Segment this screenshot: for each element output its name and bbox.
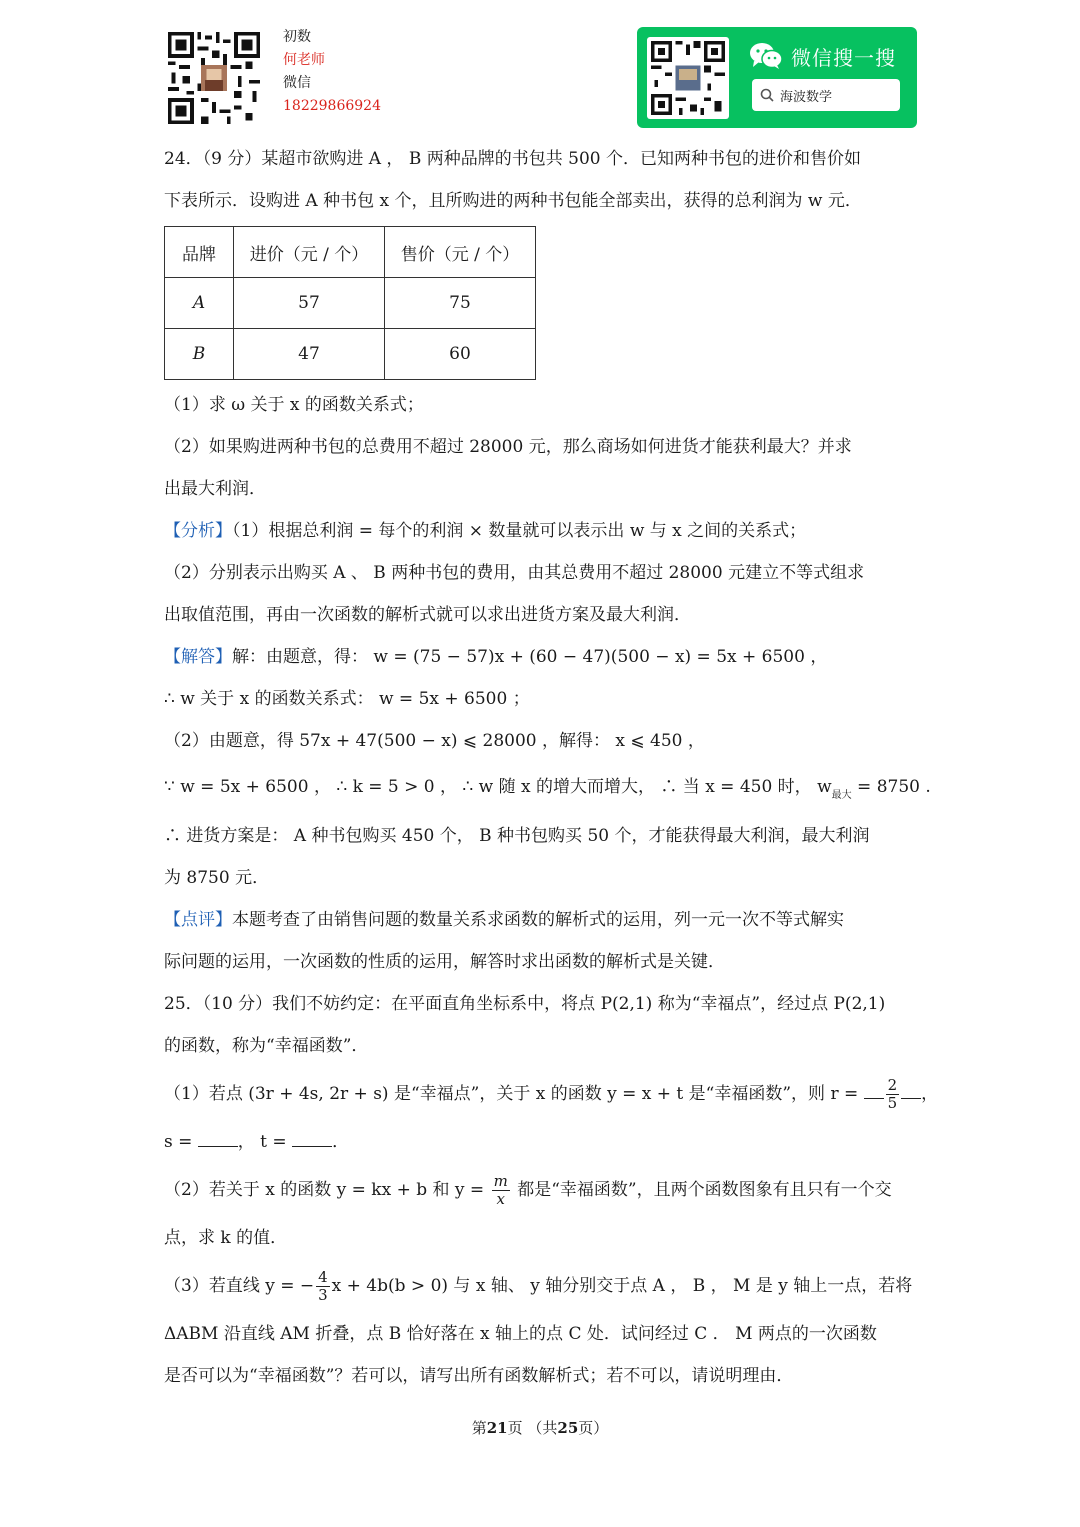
table-row	[165, 329, 536, 380]
table-header-cell: 品牌	[165, 227, 234, 278]
table-cell-cost: 57	[234, 278, 385, 329]
fraction-four-thirds	[316, 1269, 330, 1304]
q25-part2-text: （2）若关于 x 的函数 y = kx + b 和 y =	[164, 1180, 490, 1200]
q25-part1-end: ，	[921, 1084, 939, 1104]
fraction-numerator: m	[493, 1172, 508, 1190]
analysis-line: （2）分别表示出购买 A 、 B 两种书包的费用，由其总费用不超过 28000 元建立不等式组求	[164, 563, 865, 583]
footer-text: 页）	[578, 1419, 609, 1437]
fraction-denominator: x	[496, 1190, 505, 1208]
fraction-denominator: 5	[887, 1094, 898, 1112]
comment-line	[164, 899, 919, 941]
q24-intro-line: 24．（9 分）某超市欲购进 A ， B 两种品牌的书包共 500 个．已知两种书包的进价和售价如	[164, 149, 861, 169]
comment-text: 本题考查了由销售问题的数量关系求函数的解析式的运用，列一元一次不等式解实	[232, 910, 844, 930]
fraction-denominator: 3	[318, 1286, 328, 1304]
answer-blank	[864, 1098, 884, 1099]
answer-line	[164, 636, 919, 678]
contact-line: 微信	[283, 75, 311, 91]
answer-blank-t	[292, 1146, 332, 1147]
analysis-tag: 【分析】	[164, 521, 232, 541]
q25-intro-line: 的函数，称为“幸福函数”．	[164, 1036, 369, 1056]
subscript-max: 最大	[831, 790, 852, 801]
answer-line: 为 8750 元．	[164, 868, 270, 888]
q25-part2-text: 都是“幸福函数”，且两个函数图象有且只有一个交	[511, 1180, 892, 1200]
answer-blank-s	[198, 1146, 238, 1147]
s-label: s =	[164, 1132, 198, 1152]
q24-part2-line: 出最大利润．	[164, 479, 266, 499]
footer-text: 第	[471, 1419, 487, 1437]
wechat-search-title	[749, 41, 896, 71]
answer-line: （2）由题意，得 57x + 47(500 − x) ⩽ 28000 ，解得： x ⩽ 450 ，	[164, 731, 705, 751]
table-cell-price: 60	[385, 329, 536, 380]
wechat-search-label: 微信搜一搜	[791, 45, 896, 70]
answer-text: 解：由题意，得： w = (75 − 57)x + (60 − 47)(500 − x) = 5x + 6500 ，	[232, 647, 828, 667]
answer-blank	[901, 1098, 921, 1099]
contact-line: 18229866924	[283, 98, 381, 114]
page-number: 21	[486, 1419, 508, 1437]
document-body	[164, 138, 939, 1397]
answer-line: ∴ w 关于 x 的函数关系式： w = 5x + 6500 ；	[164, 689, 530, 709]
q25-part3-text: （3）若直线 y = −	[164, 1276, 315, 1296]
teacher-contact	[283, 26, 381, 118]
fraction-numerator: 2	[887, 1076, 898, 1094]
wechat-qr-code	[651, 41, 725, 115]
answer-text: ∵ w = 5x + 6500 ， ∴ k = 5 > 0 ， ∴ w 随 x 的增大而增大， ∴ 当 x = 450 时， w	[164, 777, 832, 797]
wechat-logo-icon	[749, 42, 783, 70]
q25-part3-line: ΔABM 沿直线 AM 折叠，点 B 恰好落在 x 轴上的点 C 处．试问经过 C ． M 两点的一次函数	[164, 1324, 877, 1344]
q25-intro-line: 25．（10 分）我们不妨约定：在平面直角坐标系中，将点 P(2,1) 称为“幸福点”，经过点 P(2,1)	[164, 994, 886, 1014]
table-row	[165, 278, 536, 329]
q24-intro-line: 下表所示．设购进 A 种书包 x 个，且所购进的两种书包能全部卖出，获得的总利润为 w 元．	[164, 191, 862, 211]
period: ．	[332, 1132, 350, 1152]
analysis-text: （1）根据总利润 = 每个的利润 × 数量就可以表示出 w 与 x 之间的关系式；	[232, 521, 807, 541]
fraction-m-over-x	[492, 1173, 510, 1208]
wechat-search-card	[637, 27, 917, 128]
q25-part1-blanks	[164, 1121, 919, 1163]
q25-part2	[164, 1163, 919, 1217]
comment-line: 际问题的运用，一次函数的性质的运用，解答时求出函数的解析式是关键．	[164, 952, 725, 972]
q25-part1-text: （1）若点 (3r + 4s, 2r + s) 是“幸福点”，关于 x 的函数 y = x + t 是“幸福函数”，则 r =	[164, 1084, 864, 1104]
analysis-line: 出取值范围，再由一次函数的解析式就可以求出进货方案及最大利润．	[164, 605, 691, 625]
answer-tag: 【解答】	[164, 647, 232, 667]
q25-part3-line: 是否可以为“幸福函数”？若可以，请写出所有函数解析式；若不可以，请说明理由．	[164, 1366, 794, 1386]
price-table	[164, 226, 536, 380]
q25-part2-line: 点，求 k 的值．	[164, 1228, 288, 1248]
page-footer	[0, 1417, 1080, 1438]
q24-part1: （1）求 ω 关于 x 的函数关系式；	[164, 395, 424, 415]
table-cell-brand: B	[165, 329, 234, 380]
table-cell-price: 75	[385, 278, 536, 329]
contact-line: 初数	[283, 29, 311, 45]
search-icon	[760, 88, 774, 102]
fraction-numerator: 4	[318, 1268, 328, 1286]
answer-line: ∴ 进货方案是： A 种书包购买 450 个， B 种书包购买 50 个，才能获得最大利润，最大利润	[164, 826, 870, 846]
table-cell-cost: 47	[234, 329, 385, 380]
total-pages: 25	[557, 1419, 579, 1437]
q24-part2-line: （2）如果购进两种书包的总费用不超过 28000 元，那么商场如何进货才能获利最大？并求	[164, 437, 852, 457]
qr-code-image	[168, 32, 260, 124]
t-label: ， t =	[237, 1132, 293, 1152]
answer-line	[164, 762, 931, 815]
q25-part1	[164, 1067, 939, 1121]
answer-text: = 8750 .	[851, 777, 931, 797]
wechat-search-query: 海波数学	[780, 89, 833, 105]
comment-tag: 【点评】	[164, 910, 232, 930]
wechat-search-box	[752, 79, 900, 111]
q25-part3	[164, 1259, 919, 1313]
table-header-cell: 售价（元 / 个）	[385, 227, 536, 278]
fraction-answer	[886, 1077, 900, 1112]
q25-part3-text: x + 4b(b > 0) 与 x 轴、 y 轴分别交于点 A ， B ， M 是 y 轴上一点，若将	[331, 1276, 913, 1296]
page-header	[0, 0, 1080, 140]
contact-line: 何老师	[283, 52, 325, 68]
table-header-row	[165, 227, 536, 278]
table-cell-brand: A	[165, 278, 234, 329]
analysis-line	[164, 510, 919, 552]
table-header-cell: 进价（元 / 个）	[234, 227, 385, 278]
footer-text: 页 （共	[507, 1419, 558, 1437]
